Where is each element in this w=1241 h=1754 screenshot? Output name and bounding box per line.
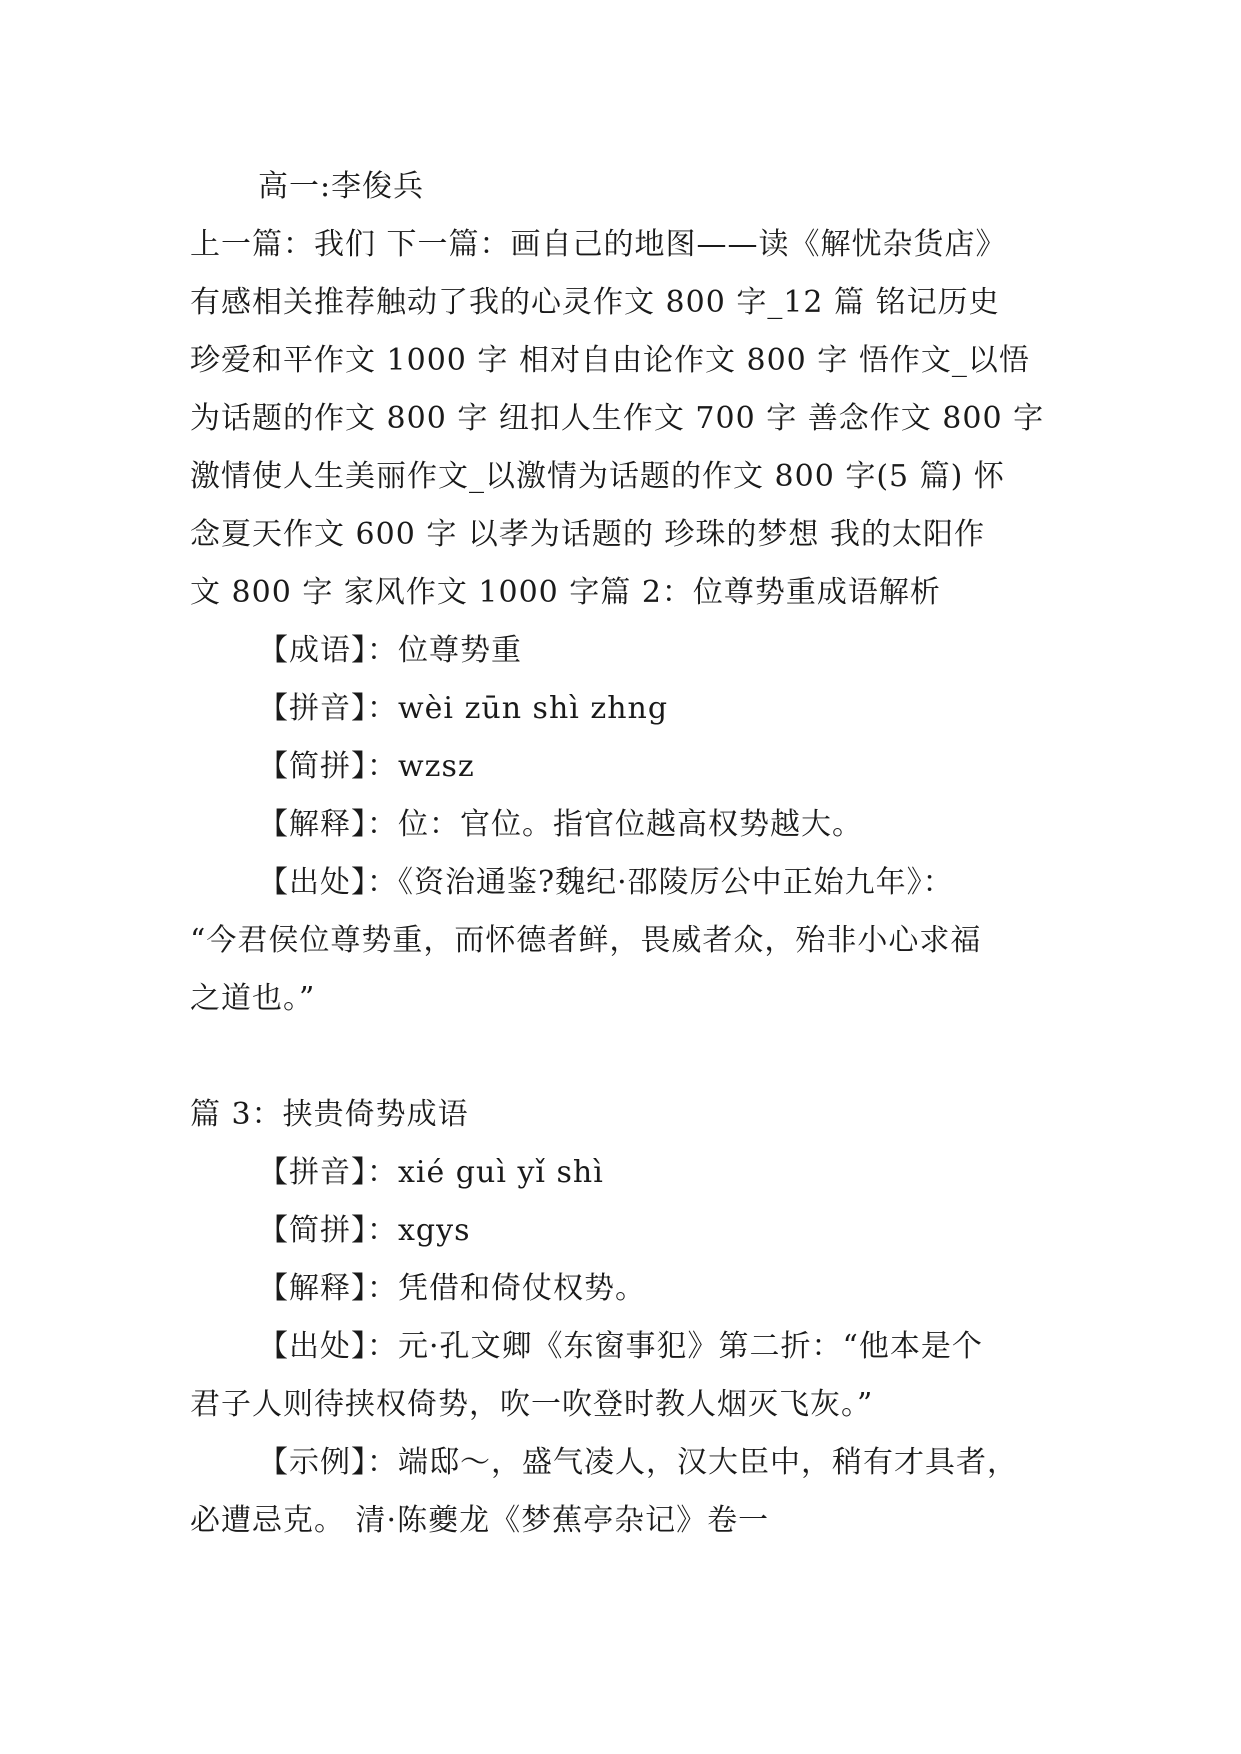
related-line: 文 800 字 家风作文 1000 字篇 2：位尊势重成语解析 (190, 575, 941, 610)
section-2-idiom-entry (190, 622, 1060, 1028)
idiom-field: 【成语】：位尊势重 (258, 633, 522, 668)
meaning-field: 【解释】：凭借和倚仗权势。 (258, 1271, 646, 1306)
source-field-continued: 君子人则待挟权倚势，吹一吹登时教人烟灭飞灰。” (190, 1387, 874, 1422)
related-line: 上一篇：我们 下一篇：画自己的地图——读《解忧杂货店》 (190, 227, 1007, 262)
section-3-idiom-entry (190, 1086, 1060, 1550)
section-title: 篇 3：挟贵倚势成语 (190, 1097, 469, 1132)
related-line: 珍爱和平作文 1000 字 相对自由论作文 800 字 悟作文_以悟 (190, 343, 1030, 378)
pinyin-field: 【拼音】：wèi zūn shì zhng (258, 691, 669, 726)
meaning-field: 【解释】：位：官位。指官位越高权势越大。 (258, 807, 863, 842)
abbr-field: 【简拼】：xgys (258, 1213, 471, 1248)
related-line: 为话题的作文 800 字 纽扣人生作文 700 字 善念作文 800 字 (190, 401, 1045, 436)
author-line: 高一:李俊兵 (258, 169, 425, 204)
related-articles (190, 216, 1060, 622)
source-field: 【出处】：元·孔文卿《东窗事犯》第二折：“他本是个 (258, 1329, 983, 1364)
document-page (190, 158, 1060, 1550)
related-line: 激情使人生美丽作文_以激情为话题的作文 800 字(5 篇) 怀 (190, 459, 1005, 494)
source-field-continued: “今君侯位尊势重，而怀德者鲜，畏威者众，殆非小心求福 (190, 923, 982, 958)
related-line: 念夏天作文 600 字 以孝为话题的 珍珠的梦想 我的太阳作 (190, 517, 985, 552)
source-field-continued: 之道也。” (190, 981, 316, 1016)
section-spacer (190, 1028, 1060, 1086)
pinyin-field: 【拼音】：xié guì yǐ shì (258, 1155, 604, 1190)
source-field: 【出处】：《资治通鉴?魏纪·邵陵厉公中正始九年》： (258, 865, 954, 900)
related-line: 有感相关推荐触动了我的心灵作文 800 字_12 篇 铭记历史 (190, 285, 1000, 320)
example-field-continued: 必遭忌克。 清·陈夔龙《梦蕉亭杂记》卷一 (190, 1503, 770, 1538)
abbr-field: 【简拼】：wzsz (258, 749, 475, 784)
example-field: 【示例】：端邸～，盛气凌人，汉大臣中，稍有才具者， (258, 1445, 1018, 1480)
